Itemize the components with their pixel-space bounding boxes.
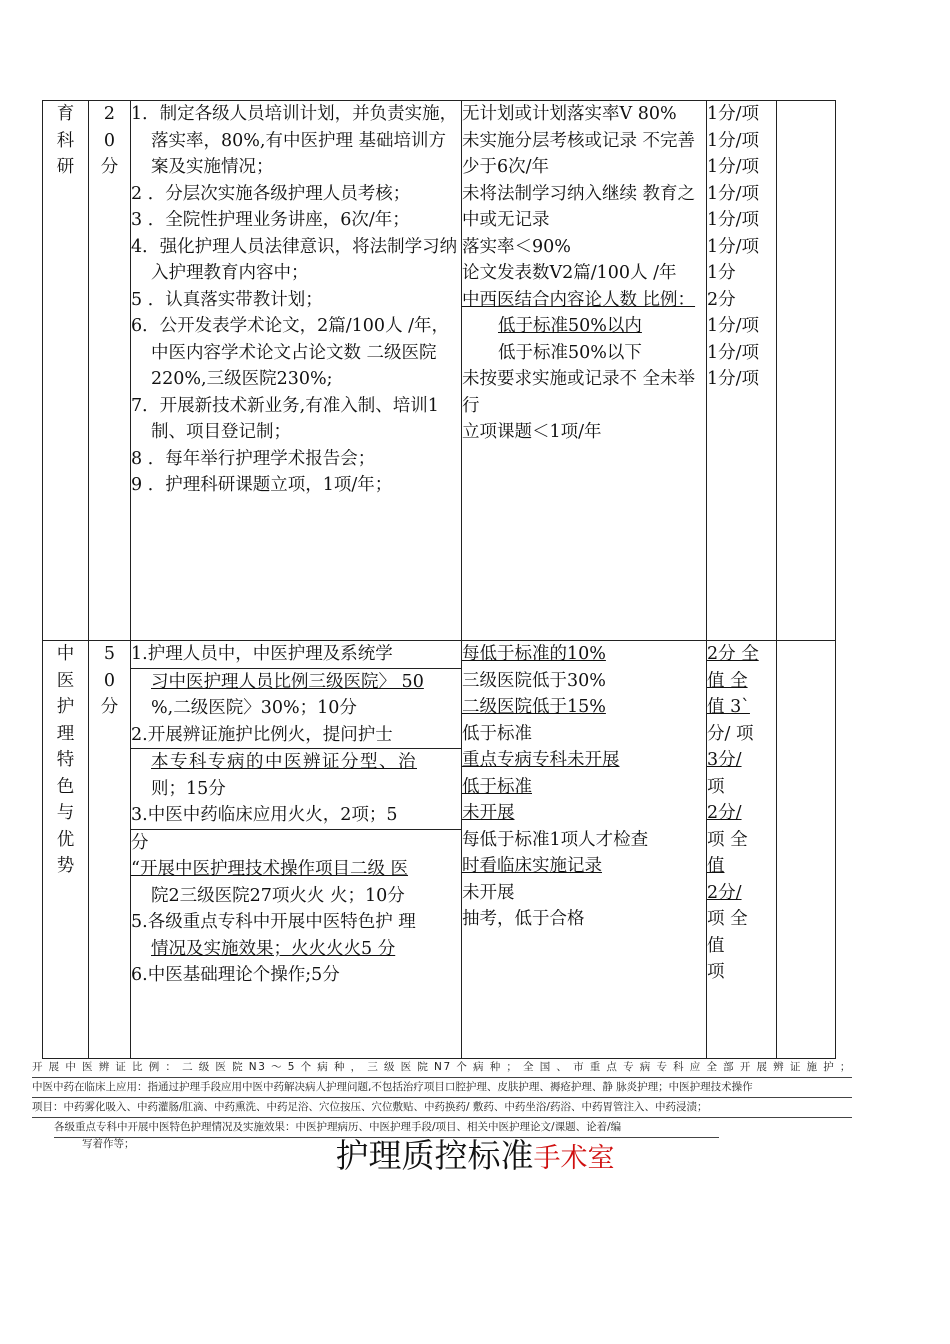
points-item: 1分/项 — [707, 369, 760, 389]
standard-item: 时看临床实施记录 — [462, 856, 602, 876]
requirement-line: 5.各级重点专科中开展中医特色护 理 — [131, 912, 416, 932]
footnote-line: 中医中药在临床上应用：指通过护理手段应用中医中药解决病人护理问题,不包括治疗项目口腔护理、皮肤护理、褥疮护理、静 脉炎护理；中医护理技术操作 — [32, 1078, 852, 1098]
requirement-item: 7．开展新技术新业务,有准入制、培训1制、项目登记制； — [131, 395, 439, 442]
standard-item: 未开展 — [462, 803, 515, 823]
footnote-line: 开展中医辨证比例：二级医院N3～5个病种，三级医院N7个病种；全国、市重点专病专科应全部开展辨证施护； — [32, 1058, 852, 1078]
table-row-research — [43, 101, 836, 641]
standard-item: 每低于标准的10% — [462, 644, 606, 664]
standard-item: 未实施分层考核或记录 不完善 — [462, 130, 696, 151]
points-item: 1分 — [707, 263, 736, 283]
points-item: 值 全 — [707, 670, 748, 691]
requirement-line: 情况及实施效果；火火火火5 分 — [151, 938, 396, 959]
points-item: 1分/项 — [707, 157, 760, 177]
empty-cell — [777, 641, 836, 1059]
document-title — [0, 1134, 950, 1181]
requirement-item: 2 ．分层次实施各级护理人员考核； — [131, 183, 411, 204]
standard-item: 低于标准50%以内 — [498, 316, 642, 336]
deduction-standards-cell — [462, 101, 707, 641]
points-cell — [707, 641, 777, 1059]
requirement-item: 4．强化护理人员法律意识，将法制学习纳入护理教育内容中； — [131, 236, 458, 283]
standard-item: 三级医院低于30% — [462, 670, 606, 691]
requirement-item: 1．制定各级人员培训计划，并负责实施，落实率，80%,有中医护理 基础培训方案及实施情况； — [131, 104, 458, 177]
points-item: 2分 全 — [707, 644, 759, 664]
requirement-line: “开展中医护理技术操作项目二级 医 — [131, 859, 409, 879]
category-cell — [43, 641, 89, 1059]
points-item: 1分/项 — [707, 316, 760, 336]
points-item: 值 — [707, 856, 725, 876]
requirement-line: 则；15分 — [151, 778, 226, 799]
requirement-line: 2.开展辨证施护比例火，提问护士 — [131, 722, 461, 750]
points-item: 项 — [707, 962, 725, 982]
points-item: 2分/ — [707, 882, 742, 903]
requirement-line: 分 — [131, 832, 149, 853]
standard-item: 每低于标准1项人才检查 — [462, 829, 649, 850]
requirement-line: 院2三级医院27项火火 火；10分 — [151, 885, 405, 906]
requirement-line: 6.中医基础理论个操作;5分 — [131, 965, 340, 985]
standard-item: 落实率＜90% — [462, 236, 571, 257]
requirement-item: 3 ．全院性护理业务讲座，6次/年； — [131, 210, 410, 230]
standard-item: 立项课题＜1项/年 — [462, 422, 602, 442]
title-department: 手术室 — [533, 1143, 615, 1174]
requirement-line: 1.护理人员中，中医护理及系统学 — [131, 641, 461, 669]
standard-item: 少于6次/年 — [462, 157, 550, 177]
points-item: 值 — [707, 935, 725, 956]
standard-item: 重点专病专科未开展 — [462, 750, 620, 770]
points-item: 项 — [707, 776, 725, 797]
requirements-cell — [131, 101, 462, 641]
score-cell — [89, 101, 131, 641]
requirement-line: %,二级医院〉30%；10分 — [151, 698, 357, 718]
standard-item: 未按要求实施或记录不 全未举行 — [462, 369, 696, 416]
points-item: 1分/项 — [707, 130, 760, 151]
standard-item: 抽考，低于合格 — [462, 909, 585, 929]
standards-table — [42, 100, 836, 1059]
standard-item: 未将法制学习纳入继续 教育之中或无记录 — [462, 183, 696, 230]
category-label: 育科研 — [56, 104, 75, 177]
footnote-line: 项目：中药雾化吸入、中药灌肠/肛滴、中药熏洗、中药足浴、穴位按压、穴位敷贴、中药换药/ 敷药、中药坐浴/药浴、中药胃管注入、中药浸渍； — [32, 1098, 852, 1118]
requirement-line: 习中医护理人员比例三级医院〉 50 — [151, 671, 424, 692]
points-item: 项 全 — [707, 829, 748, 850]
category-label: 中医护理特色与优势 — [56, 644, 75, 876]
points-item: 1分/项 — [707, 342, 760, 363]
points-item: 1分/项 — [707, 210, 760, 230]
footnote-line: 各级重点专科中开展中医特色护理情况及实施效果：中医护理病历、中医护理手段/项目、相关中医护理论文/课题、论着/编 — [54, 1118, 719, 1138]
standard-item: 低于标准50%以下 — [498, 342, 642, 363]
points-item: 项 全 — [707, 909, 748, 929]
title-main: 护理质控标准 — [335, 1136, 534, 1175]
requirement-item: 8 ．每年举行护理学术报告会； — [131, 448, 376, 469]
points-item: 值 3` — [707, 697, 750, 717]
requirement-item: 5 ．认真落实带教计划； — [131, 289, 323, 310]
requirement-item: 9 ．护理科研课题立项，1项/年； — [131, 475, 393, 495]
standard-item: 低于标准 — [462, 723, 532, 744]
score-label: 20分 — [100, 104, 119, 177]
standard-item: 未开展 — [462, 882, 515, 903]
category-cell — [43, 101, 89, 641]
points-item: 2分/ — [707, 803, 742, 823]
empty-cell — [777, 101, 836, 641]
points-item: 分/ 项 — [707, 723, 754, 744]
requirement-line: 本专科专病的中医辨证分型、治 — [151, 752, 417, 772]
points-item: 3分/ — [707, 750, 742, 770]
points-item: 1分/项 — [707, 236, 760, 257]
requirement-item: 6．公开发表学术论文，2篇/100人 /年，中医内容学术论文占论文数 二级医院220%,三级医院230%; — [131, 316, 450, 389]
requirements-cell — [131, 641, 462, 1059]
points-item: 1分/项 — [707, 183, 760, 204]
points-item: 1分/项 — [707, 104, 760, 124]
standard-item: 中西医结合内容论人数 比例： — [462, 289, 696, 310]
standard-item: 低于标准 — [462, 776, 532, 797]
standard-item: 论文发表数V2篇/100人 /年 — [462, 263, 677, 283]
points-item: 2分 — [707, 289, 736, 310]
deduction-standards-cell — [462, 641, 707, 1059]
score-cell — [89, 641, 131, 1059]
standard-item: 二级医院低于15% — [462, 697, 606, 717]
requirement-line: 3.中医中药临床应用火火，2项；5 — [131, 802, 461, 830]
score-label: 50分 — [100, 644, 119, 717]
table-row-tcm-nursing — [43, 641, 836, 1059]
standard-item: 无计划或计划落实率V 80% — [462, 104, 677, 124]
footnote-line: 写着作等； — [82, 1138, 135, 1150]
points-cell — [707, 101, 777, 641]
